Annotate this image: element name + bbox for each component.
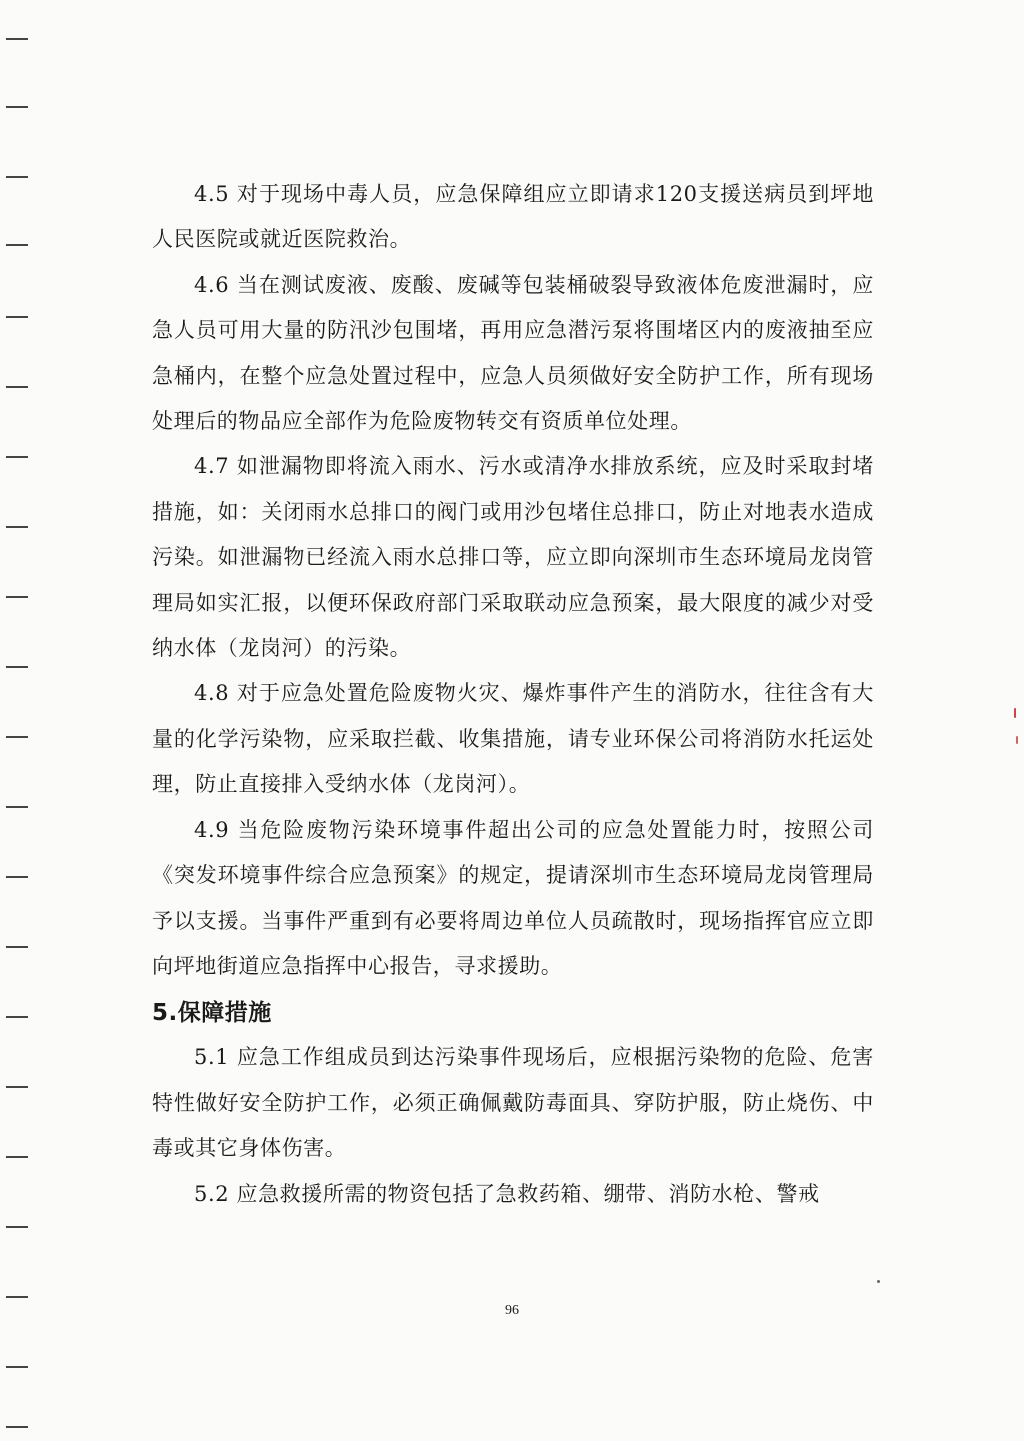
binding-mark (6, 806, 28, 808)
scan-speck (1016, 736, 1018, 744)
binding-margin-marks (6, 0, 30, 1441)
section-5-heading: 5.保障措施 (152, 1000, 272, 1027)
binding-mark (6, 876, 28, 878)
binding-mark (6, 1016, 28, 1018)
paragraph-5-1: 5.1 应急工作组成员到达污染事件现场后，应根据污染物的危险、危害特性做好安全防护工作，必须正确佩戴防毒面具、穿防护服，防止烧伤、中毒或其它身体伤害。 (152, 1045, 874, 1161)
binding-mark (6, 386, 28, 388)
page-number: 96 (505, 1303, 519, 1318)
binding-mark (6, 106, 28, 108)
paragraph-4-8: 4.8 对于应急处置危险废物火灾、爆炸事件产生的消防水，往往含有大量的化学污染物，应采取拦截、收集措施，请专业环保公司将消防水托运处理，防止直接排入受纳水体（龙岗河）。 (152, 681, 874, 797)
binding-mark (6, 666, 28, 668)
paragraph-4-7: 4.7 如泄漏物即将流入雨水、污水或清净水排放系统，应及时采取封堵措施，如：关闭雨水总排口的阀门或用沙包堵住总排口，防止对地表水造成污染。如泄漏物已经流入雨水总排口等，应立即向深圳市生态环境局龙岗管理局如实汇报，以便环保政府部门采取联动应急预案，最大限度的减少对受纳水体（龙岗河）的污染。 (152, 454, 874, 661)
binding-mark (6, 1296, 28, 1298)
binding-mark (6, 1426, 28, 1428)
binding-mark (6, 38, 28, 40)
binding-mark (6, 176, 28, 178)
scan-speck (1014, 708, 1016, 718)
binding-mark (6, 456, 28, 458)
paragraph-4-9: 4.9 当危险废物污染环境事件超出公司的应急处置能力时，按照公司《突发环境事件综合应急预案》的规定，提请深圳市生态环境局龙岗管理局予以支援。当事件严重到有必要将周边单位人员疏散时，现场指挥官应立即向坪地街道应急指挥中心报告，寻求援助。 (152, 817, 874, 978)
paragraph-4-5: 4.5 对于现场中毒人员，应急保障组应立即请求120支援送病员到坪地人民医院或就近医院救治。 (152, 182, 874, 252)
scan-speck (877, 1280, 880, 1283)
binding-mark (6, 244, 28, 246)
binding-mark (6, 1086, 28, 1088)
binding-mark (6, 736, 28, 738)
binding-mark (6, 316, 28, 318)
binding-mark (6, 1226, 28, 1228)
paragraph-5-2: 5.2 应急救援所需的物资包括了急救药箱、绷带、消防水枪、警戒 (194, 1181, 820, 1206)
binding-mark (6, 946, 28, 948)
paragraph-4-6: 4.6 当在测试废液、废酸、废碱等包装桶破裂导致液体危废泄漏时，应急人员可用大量的防汛沙包围堵，再用应急潜污泵将围堵区内的废液抽至应急桶内，在整个应急处置过程中，应急人员须做好安全防护工作，所有现场处理后的物品应全部作为危险废物转交有资质单位处理。 (152, 272, 874, 434)
binding-mark (6, 596, 28, 598)
binding-mark (6, 526, 28, 528)
binding-mark (6, 1156, 28, 1158)
binding-mark (6, 1366, 28, 1368)
document-body (152, 172, 874, 1217)
